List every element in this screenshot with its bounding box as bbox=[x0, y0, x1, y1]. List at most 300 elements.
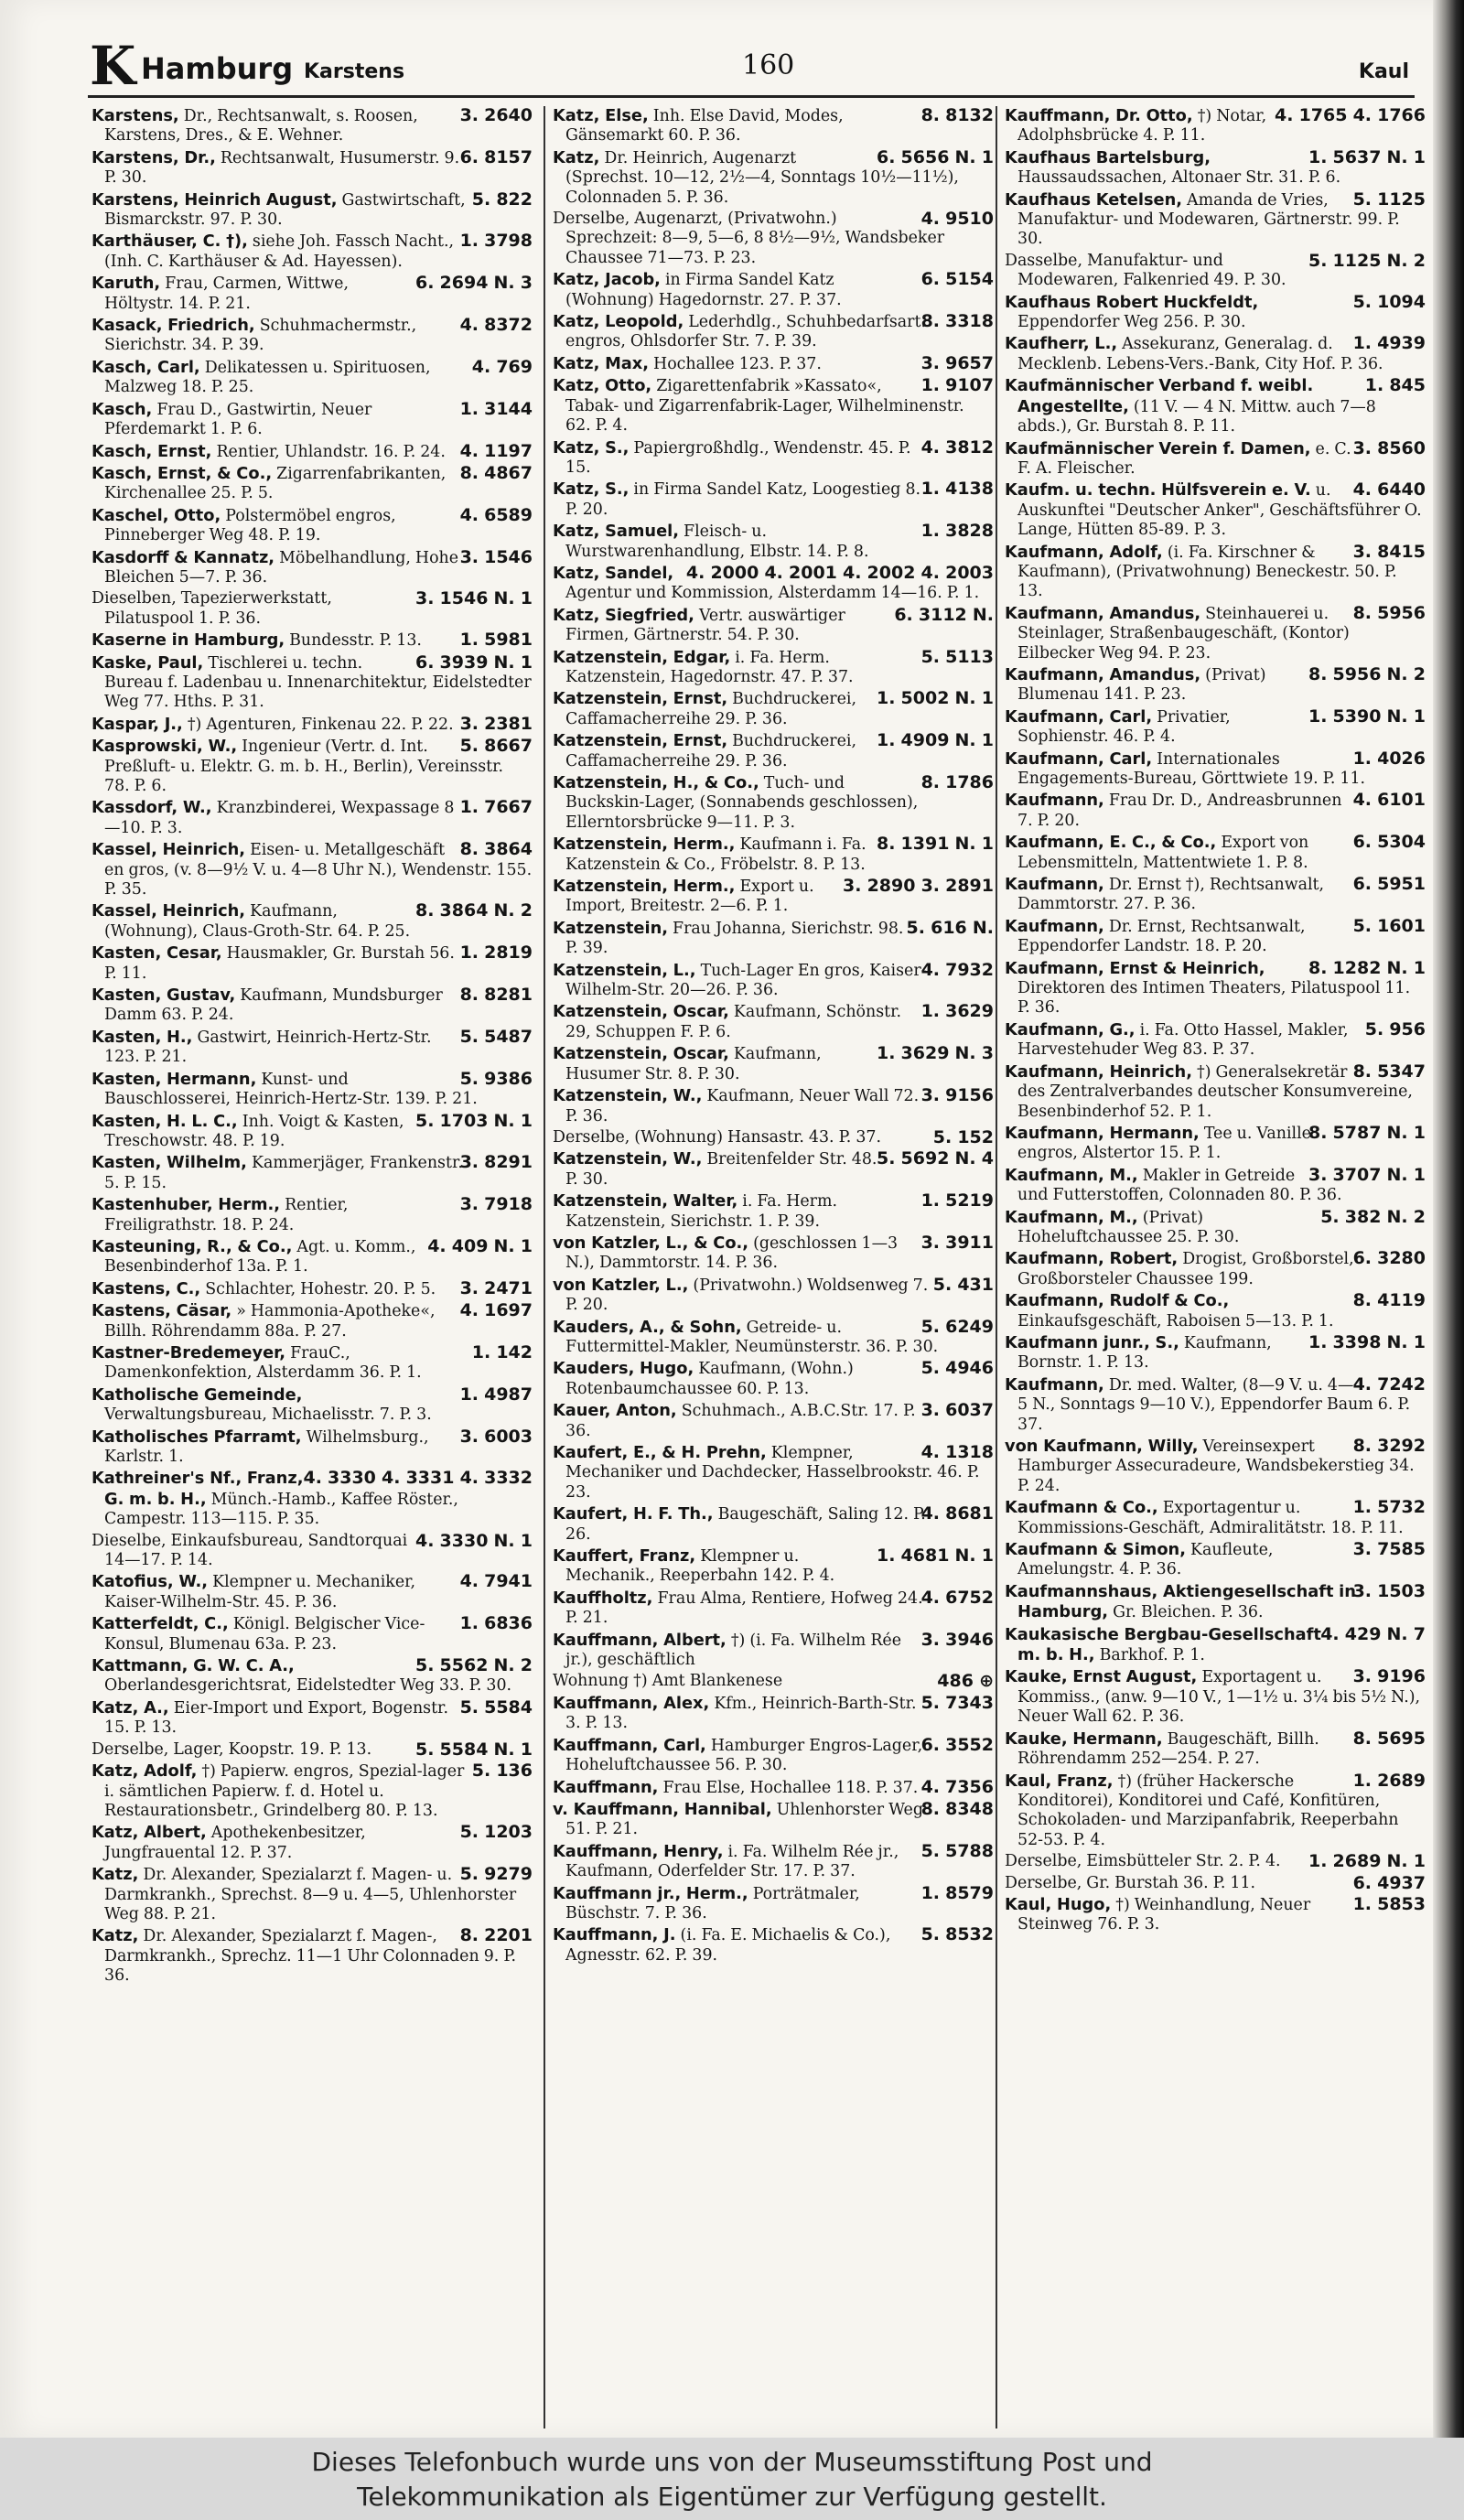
entry-detail: Derselbe, Eimsbütteler Str. 2. P. 4. bbox=[1005, 1852, 1281, 1871]
directory-entry bbox=[553, 1318, 994, 1358]
phone-number: 5. 8532 bbox=[920, 1924, 994, 1945]
entry-name: von Kaufmann, Willy, bbox=[1005, 1437, 1199, 1456]
directory-entry bbox=[553, 522, 994, 562]
phone-number: 3. 8415 bbox=[1352, 541, 1426, 562]
entry-detail: Zigarrenfabrikanten, Kirchenallee 25. P. 5. bbox=[104, 464, 447, 503]
entry-detail: Derselbe, (Wohnung) Hansastr. 43. P. 37. bbox=[553, 1127, 881, 1147]
entry-detail: Wohnung †) Amt Blankenese bbox=[553, 1672, 783, 1691]
entry-detail: Möbelhandlung, Hohe Bleichen 5—7. P. 36. bbox=[104, 548, 459, 587]
entry-detail: †) Agenturen, Finkenau 22. P. 22. bbox=[187, 715, 454, 734]
entry-name: Katz, Else, bbox=[553, 106, 649, 125]
entry-name: Katzenstein, Oscar, bbox=[553, 1044, 729, 1064]
entry-name: Katz, Sandel, bbox=[553, 563, 674, 583]
directory-entry bbox=[92, 1427, 533, 1468]
entry-name: Kasch, Ernst, bbox=[92, 441, 212, 461]
entry-detail: Frau Alma, Rentiere, Hofweg 24. P. 21. bbox=[565, 1588, 923, 1628]
directory-entry bbox=[92, 840, 533, 899]
entry-detail: » Hammonia-Apotheke«, Billh. Röhrendamm 88a. P. 27. bbox=[104, 1302, 436, 1341]
entry-name: Kauer, Anton, bbox=[553, 1401, 677, 1421]
directory-entry bbox=[1005, 148, 1426, 188]
entry-detail: in Firma Sandel Katz, Loogestieg 8. P. 20. bbox=[565, 480, 921, 519]
entry-name: Kauffmann, J. bbox=[553, 1925, 676, 1945]
entry-detail: Lederhdlg., Schuhbedarfsart. engros, Ohlsdorfer Str. 7. P. 39. bbox=[565, 313, 926, 351]
phone-number: 4. 7356 bbox=[920, 1776, 994, 1797]
phone-number: 6. 5951 bbox=[1352, 874, 1426, 895]
entry-detail: Dieselben, Tapezierwerkstatt, Pilatuspool 1. P. 36. bbox=[92, 589, 332, 628]
entry-name: Kathreiner's Nf., Franz, G. m. b. H., bbox=[92, 1469, 304, 1509]
phone-number: 3. 1503 bbox=[1352, 1580, 1426, 1601]
phone-number: 4. 429 N. 7 bbox=[1320, 1623, 1426, 1644]
entry-name: v. Kauffmann, Hannibal, bbox=[553, 1799, 772, 1819]
phone-number: 1. 845 bbox=[1364, 375, 1426, 396]
entry-detail: Tee u. Vanille engros, Alstertor 15. P. 1. bbox=[1017, 1124, 1311, 1163]
directory-entry bbox=[92, 1343, 533, 1384]
directory-entry bbox=[553, 312, 994, 352]
directory-entry bbox=[553, 961, 994, 1001]
directory-entry bbox=[1005, 1020, 1426, 1061]
entry-detail: Wilhelmsburg., Karlstr. 1. bbox=[104, 1427, 429, 1466]
entry-detail: Kaufmann, Mundsburger Damm 63. P. 24. bbox=[104, 986, 443, 1025]
directory-entry bbox=[92, 1740, 533, 1760]
directory-entry bbox=[1005, 833, 1426, 873]
entry-detail: Rechtsanwalt, Husumerstr. 9. P. 30. bbox=[104, 148, 460, 188]
entry-name: Kaufmann, bbox=[1005, 875, 1104, 895]
entry-detail: †) Notar, Adolphsbrücke 4. P. 11. bbox=[1017, 107, 1267, 145]
first-entry-guide: Karstens bbox=[304, 60, 405, 83]
phone-number: 5. 382 N. 2 bbox=[1320, 1206, 1426, 1227]
entry-detail: Inh. Voigt & Kasten, Treschowstr. 48. P. 19. bbox=[104, 1112, 404, 1150]
directory-entry bbox=[1005, 190, 1426, 250]
directory-entry bbox=[92, 589, 533, 629]
phone-number: 1. 4681 N. 1 bbox=[876, 1545, 994, 1567]
phone-number: 4. 7941 bbox=[459, 1571, 533, 1592]
entry-name: Kaufmann & Co., bbox=[1005, 1498, 1158, 1518]
directory-entry bbox=[553, 1191, 994, 1232]
phone-number: 1. 2689 bbox=[1352, 1770, 1426, 1791]
entry-name: Kastner-Bredemeyer, bbox=[92, 1342, 286, 1362]
phone-number: 6. 3112 N. bbox=[894, 604, 994, 625]
entry-name: Katzenstein, W., bbox=[553, 1086, 703, 1106]
phone-number: 4. 6101 bbox=[1352, 790, 1426, 811]
phone-number: 8. 8132 bbox=[920, 106, 994, 125]
entry-detail: (geschlossen 1—3 N.), Dammtorstr. 14. P. 36. bbox=[565, 1233, 899, 1273]
directory-entry bbox=[1005, 1249, 1426, 1289]
entry-detail: siehe Joh. Fassch Nacht., (Inh. C. Karthäuser & Ad. Hayessen). bbox=[104, 232, 455, 271]
entry-name: Kasch, Carl, bbox=[92, 357, 200, 377]
directory-entry bbox=[92, 1572, 533, 1612]
entry-detail: Barkhof. P. 1. bbox=[1099, 1646, 1205, 1665]
phone-number: 5. 9386 bbox=[459, 1068, 533, 1089]
entry-detail: Apothekenbesitzer, Jungfrauental 12. P. 37. bbox=[104, 1824, 366, 1862]
entry-name: Kaufmann, Amandus, bbox=[1005, 603, 1201, 623]
phone-number: 6. 5656 N. 1 bbox=[876, 146, 994, 167]
phone-number: 5. 431 bbox=[932, 1274, 994, 1295]
entry-name: Kauke, Ernst August, bbox=[1005, 1667, 1198, 1687]
phone-number: 5. 8667 bbox=[459, 736, 533, 757]
directory-entry bbox=[92, 400, 533, 440]
phone-number: 5. 152 bbox=[932, 1126, 994, 1147]
entry-detail: Dr. Alexander, Spezialarzt f. Magen- u. Darmkrankh., Sprechst. 8—9 u. 4—5, Uhlenhorster Weg 88. P. 21. bbox=[104, 1866, 517, 1923]
entry-detail: Frau Johanna, Sierichstr. 98. P. 39. bbox=[565, 919, 904, 958]
entry-detail: (11 V. — 4 N. Mittw. auch 7—8 abds.), Gr. Burstah 8. P. 11. bbox=[1017, 397, 1376, 436]
entry-name: Kaske, Paul, bbox=[92, 652, 204, 673]
directory-entry bbox=[92, 737, 533, 796]
directory-entry bbox=[553, 1359, 994, 1399]
directory-entry bbox=[1005, 480, 1426, 540]
entry-detail: Schuhmachermstr., Sierichstr. 34. P. 39. bbox=[104, 317, 417, 355]
phone-number: 4. 3330 4. 3331 4. 3332 bbox=[303, 1468, 533, 1489]
phone-number: 1. 3798 bbox=[459, 231, 533, 252]
directory-entry bbox=[1005, 1540, 1426, 1580]
phone-number: 5. 822 bbox=[471, 188, 533, 210]
phone-number: 1. 4138 bbox=[920, 479, 994, 500]
entry-detail: Frau Else, Hochallee 118. P. 37. bbox=[662, 1778, 919, 1797]
phone-number: 4. 6752 bbox=[920, 1587, 994, 1608]
entry-detail: Export von Lebensmitteln, Mattentwiete 1. P. 8. bbox=[1017, 834, 1309, 872]
entry-name: Katzenstein, Edgar, bbox=[553, 647, 731, 667]
entry-name: Katz, A., bbox=[92, 1697, 169, 1718]
entry-name: Kauffmann, bbox=[553, 1777, 659, 1797]
phone-number: 3. 6037 bbox=[920, 1400, 994, 1421]
phone-number: 1. 5853 bbox=[1352, 1893, 1426, 1914]
phone-number: 8. 5956 N. 2 bbox=[1308, 663, 1426, 684]
entry-detail: Steinhauerei u. Steinlager, Straßenbaugeschäft, (Kontor) Eilbecker Weg 94. P. 23. bbox=[1017, 604, 1350, 662]
entry-detail: Kaufmann, Bornstr. 1. P. 13. bbox=[1017, 1333, 1272, 1373]
entry-detail: Dr. Alexander, Spezialarzt f. Magen-, Darmkrankh., Sprechz. 11—1 Uhr Colonnaden 9. P. 36. bbox=[104, 1927, 517, 1986]
directory-entry bbox=[1005, 1895, 1426, 1935]
entry-detail: †) Generalsekretär des Zentralverbandes deutscher Konsumvereine, Besenbinderhof 52. P. 1. bbox=[1017, 1062, 1413, 1121]
directory-entry bbox=[92, 985, 533, 1026]
phone-number: 8. 3292 bbox=[1352, 1436, 1426, 1456]
entry-detail: Tuch-Lager En gros, Kaiser-Wilhelm-Str. 20—26. P. 36. bbox=[565, 961, 927, 1000]
book-binding-edge bbox=[1433, 0, 1464, 2438]
phone-number: 8. 5787 N. 1 bbox=[1308, 1122, 1426, 1143]
phone-number: 5. 4946 bbox=[920, 1358, 994, 1379]
entry-detail: Kaufmann, Schönstr. 29, Schuppen F. P. 6. bbox=[565, 1003, 902, 1041]
phone-number: 8. 4119 bbox=[1352, 1290, 1426, 1311]
directory-entry bbox=[92, 1028, 533, 1068]
entry-name: Kaufmann, Carl, bbox=[1005, 706, 1153, 727]
entry-name: Kauke, Hermann, bbox=[1005, 1728, 1163, 1749]
entry-name: Kassdorf, W., bbox=[92, 798, 212, 818]
directory-entry bbox=[553, 689, 994, 729]
phone-number: 5. 136 bbox=[471, 1761, 533, 1782]
entry-detail: Oberlandesgerichtsrat, Eidelstedter Weg 33. P. 30. bbox=[104, 1676, 512, 1696]
phone-number: 5. 1125 bbox=[1352, 188, 1426, 210]
directory-entry bbox=[1005, 917, 1426, 957]
footer-line-1: Dieses Telefonbuch wurde uns von der Museumsstiftung Post und bbox=[311, 2447, 1153, 2477]
entry-name: Kaserne in Hamburg, bbox=[92, 630, 285, 651]
entry-name: Katzenstein, bbox=[553, 918, 668, 938]
phone-number: 1. 5981 bbox=[459, 630, 533, 651]
entry-name: Kasten, Gustav, bbox=[92, 985, 236, 1006]
directory-entry bbox=[92, 1469, 533, 1529]
phone-number: 3. 9156 bbox=[920, 1085, 994, 1106]
entry-name: Karstens, bbox=[92, 106, 179, 125]
directory-entry bbox=[1005, 604, 1426, 663]
entry-detail: Papiergroßhdlg., Wendenstr. 45. P. 15. bbox=[565, 438, 911, 477]
entry-name: Kasch, Ernst, & Co., bbox=[92, 463, 273, 483]
entry-name: Kasprowski, W., bbox=[92, 737, 238, 757]
phone-number: 1. 7667 bbox=[459, 797, 533, 818]
phone-number: 8. 8281 bbox=[459, 985, 533, 1006]
entry-detail: i. Fa. Otto Hassel, Makler, Harvestehuder Weg 83. P. 37. bbox=[1017, 1020, 1349, 1060]
phone-number: 6. 3939 N. 1 bbox=[414, 652, 533, 673]
phone-number: 8. 8348 bbox=[920, 1798, 994, 1819]
phone-number: 6. 2694 N. 3 bbox=[414, 273, 533, 294]
entry-name: Katz, Jacob, bbox=[553, 270, 661, 290]
entry-name: Kauffmann, Dr. Otto, bbox=[1005, 106, 1193, 125]
entry-name: Kaufmann, bbox=[1005, 791, 1104, 811]
phone-number: 5. 5584 N. 1 bbox=[414, 1739, 533, 1760]
entry-detail: Buchdruckerei, Caffamacherreihe 29. P. 36. bbox=[565, 690, 856, 728]
directory-entry bbox=[1005, 1582, 1426, 1623]
directory-entry bbox=[92, 901, 533, 942]
entry-detail: Frau D., Gastwirtin, Neuer Pferdemarkt 1. P. 6. bbox=[104, 400, 372, 439]
entry-detail: Eppendorfer Weg 256. P. 30. bbox=[1017, 313, 1246, 332]
section-letter: K bbox=[90, 35, 136, 97]
directory-entry bbox=[92, 1301, 533, 1341]
phone-number: 4. 1697 bbox=[459, 1300, 533, 1321]
directory-entry bbox=[553, 1443, 994, 1502]
entry-name: Kaufmannshaus, Aktiengesellschaft in Hamburg, bbox=[1005, 1581, 1356, 1622]
entry-name: Katz, S., bbox=[553, 437, 630, 458]
directory-entry bbox=[553, 1925, 994, 1965]
phone-number: 1. 4939 bbox=[1352, 333, 1426, 354]
directory-entry bbox=[1005, 791, 1426, 831]
entry-name: Katz, bbox=[92, 1926, 139, 1946]
phone-number: 5. 5788 bbox=[920, 1840, 994, 1861]
entry-detail: Uhlenhorster Weg 51. P. 21. bbox=[565, 1800, 923, 1839]
entry-name: Katzenstein, Oscar, bbox=[553, 1002, 729, 1022]
directory-entry bbox=[553, 1778, 994, 1798]
entry-name: Kauffmann, Henry, bbox=[553, 1841, 724, 1861]
entry-name: Katzenstein, Walter, bbox=[553, 1191, 738, 1212]
directory-entry bbox=[1005, 959, 1426, 1018]
entry-detail: i. Fa. Wilhelm Rée jr., Kaufmann, Oderfelder Str. 17. P. 37. bbox=[565, 1842, 899, 1881]
directory-entry bbox=[92, 1698, 533, 1739]
page-number: 160 bbox=[742, 49, 795, 81]
directory-entry bbox=[1005, 1498, 1426, 1538]
directory-entry bbox=[553, 1401, 994, 1441]
phone-number: 5. 6249 bbox=[920, 1316, 994, 1337]
entry-name: Katzenstein, Ernst, bbox=[553, 689, 728, 709]
phone-number: 3. 8291 bbox=[459, 1152, 533, 1173]
city-title: Hamburg bbox=[141, 51, 294, 86]
entry-name: Kaufmann, bbox=[1005, 1374, 1104, 1395]
entry-detail: Schlachter, Hohestr. 20. P. 5. bbox=[205, 1279, 436, 1298]
entry-detail: Münch.-Hamb., Kaffee Röster., Campestr. 113—115. P. 35. bbox=[104, 1490, 458, 1529]
directory-entry bbox=[92, 358, 533, 398]
entry-name: Kauffmann, Albert, bbox=[553, 1630, 727, 1650]
entry-detail: Rentier, Freiligrathstr. 18. P. 24. bbox=[104, 1196, 349, 1234]
entry-name: Kaufmann, Rudolf & Co., bbox=[1005, 1291, 1230, 1311]
phone-number: 1. 3629 bbox=[920, 1001, 994, 1022]
directory-entry bbox=[92, 630, 533, 651]
entry-detail: i. Fa. Herm. Katzenstein, Sierichstr. 1. P. 39. bbox=[565, 1192, 837, 1231]
directory-entry bbox=[92, 1865, 533, 1924]
entry-detail: (Privat) Hoheluftchaussee 25. P. 30. bbox=[1017, 1208, 1240, 1246]
entry-detail: Bundesstr. P. 13. bbox=[289, 631, 422, 651]
entry-name: Katz, Albert, bbox=[92, 1823, 207, 1843]
entry-detail: Dr., Rechtsanwalt, s. Roosen, Karstens, Dres., & E. Wehner. bbox=[104, 107, 418, 145]
entry-name: Kaufert, H. F. Th., bbox=[553, 1504, 714, 1524]
entry-name: Katz, Siegfried, bbox=[553, 605, 694, 625]
directory-entry bbox=[92, 506, 533, 546]
phone-number: 5. 9279 bbox=[459, 1864, 533, 1885]
directory-entry bbox=[92, 464, 533, 504]
entry-name: Katzenstein, Ernst, bbox=[553, 731, 728, 751]
entry-detail: Fleisch- u. Wurstwarenhandlung, Elbstr. 14. P. 8. bbox=[565, 522, 869, 561]
entry-detail: Derselbe, Gr. Burstah 36. P. 11. bbox=[1005, 1873, 1256, 1892]
phone-number: 6. 4937 bbox=[1352, 1872, 1426, 1893]
directory-entry bbox=[92, 1112, 533, 1152]
entry-detail: e. C. F. A. Fleischer. bbox=[1017, 439, 1351, 478]
page-header bbox=[88, 33, 1415, 98]
entry-name: Kassel, Heinrich, bbox=[92, 840, 246, 860]
phone-number: 3. 9196 bbox=[1352, 1666, 1426, 1687]
directory-entry bbox=[553, 376, 994, 436]
entry-detail: Dr. Ernst †), Rechtsanwalt, Dammtorstr. 27. P. 36. bbox=[1017, 876, 1325, 914]
directory-entry bbox=[92, 1532, 533, 1571]
phone-number: 4. 7932 bbox=[920, 959, 994, 980]
entry-name: Kasack, Friedrich, bbox=[92, 316, 255, 336]
phone-number: 1. 5637 N. 1 bbox=[1308, 146, 1426, 167]
entry-detail: FrauC., Damenkonfektion, Alsterdamm 36. P. 1. bbox=[104, 1343, 422, 1383]
phone-number: 3. 1546 N. 1 bbox=[414, 588, 533, 609]
entry-detail: Buchdruckerei, Caffamacherreihe 29. P. 36. bbox=[565, 732, 856, 770]
entry-name: Kaufmann, G., bbox=[1005, 1019, 1136, 1039]
phone-number: 3. 2890 3. 2891 bbox=[843, 876, 994, 897]
phone-number: 1. 8579 bbox=[920, 1882, 994, 1903]
entry-detail: Kaufmann, Neuer Wall 72. P. 36. bbox=[565, 1087, 920, 1125]
entry-name: Kaspar, J., bbox=[92, 714, 183, 734]
entry-name: Kauders, A., & Sohn, bbox=[553, 1317, 742, 1337]
directory-entry bbox=[1005, 1062, 1426, 1122]
phone-number: 5. 1703 N. 1 bbox=[414, 1110, 533, 1131]
phone-number: 1. 2689 N. 1 bbox=[1308, 1851, 1426, 1872]
phone-number: 1. 5732 bbox=[1352, 1497, 1426, 1518]
phone-number: 8. 3318 bbox=[920, 311, 994, 332]
entry-name: Kasdorff & Kannatz, bbox=[92, 547, 275, 567]
entry-name: Kattmann, G. W. C. A., bbox=[92, 1656, 295, 1676]
entry-name: Kaufert, E., & H. Prehn, bbox=[553, 1443, 767, 1462]
entry-name: Kaul, Hugo, bbox=[1005, 1894, 1112, 1914]
phone-number: 3. 3911 bbox=[920, 1232, 994, 1253]
phone-number: 3. 8560 bbox=[1352, 437, 1426, 458]
directory-entry bbox=[553, 1276, 994, 1316]
phone-number: 5. 1601 bbox=[1352, 915, 1426, 936]
entry-name: Kaufmann, Heinrich, bbox=[1005, 1061, 1192, 1082]
directory-entry bbox=[1005, 1333, 1426, 1373]
directory-entry bbox=[92, 442, 533, 462]
phone-number: 8. 3864 bbox=[459, 839, 533, 860]
directory-entry bbox=[1005, 1291, 1426, 1331]
directory-entry bbox=[1005, 1667, 1426, 1727]
entry-detail: Exportagentur u. Kommissions-Geschäft, Admiralitätstr. 18. P. 11. bbox=[1017, 1499, 1404, 1537]
phone-number: 5. 5487 bbox=[459, 1026, 533, 1047]
entry-name: Kaufmann, Ernst & Heinrich, bbox=[1005, 958, 1265, 978]
entry-detail: †) Papierw. engros, Spezial-lager i. sämtlichen Papierw. f. d. Hotel u. Restaurationsbetr., Grindelberg 80. P. 13. bbox=[104, 1762, 465, 1820]
entry-detail: u. Auskunftei "Deutscher Anker", Geschäftsführer O. Lange, Hütten 85-89. P. 3. bbox=[1017, 481, 1422, 540]
entry-detail: Königl. Belgischer Vice-Konsul, Blumenau 63a. P. 23. bbox=[104, 1615, 425, 1653]
directory-entry bbox=[92, 943, 533, 984]
directory-entry bbox=[553, 1044, 994, 1084]
entry-detail: Ingenieur (Vertr. d. Int. Preßluft- u. Elektr. G. m. b. H., Berlin), Vereinsstr. 78. P. 6. bbox=[104, 738, 504, 795]
directory-entry bbox=[1005, 106, 1426, 146]
phone-number: 8. 5956 bbox=[1352, 602, 1426, 623]
entry-name: Kassel, Heinrich, bbox=[92, 901, 246, 921]
entry-name: Kasteuning, R., & Co., bbox=[92, 1236, 293, 1256]
phone-number: 6. 3552 bbox=[920, 1734, 994, 1755]
directory-entry bbox=[553, 1631, 994, 1671]
entry-detail: Vertr. auswärtiger Firmen, Gärtnerstr. 54. P. 30. bbox=[565, 606, 845, 645]
directory-entry bbox=[92, 653, 533, 713]
phone-number: 5. 7343 bbox=[920, 1692, 994, 1713]
phone-number: 4. 2000 4. 2001 4. 2002 4. 2003 bbox=[685, 562, 994, 583]
entry-detail: Baugeschäft, Saling 12. P. 26. bbox=[565, 1505, 926, 1544]
entry-name: Kaufmännischer Verband f. weibl. Angestellte, bbox=[1005, 376, 1314, 416]
directory-entry bbox=[1005, 665, 1426, 705]
entry-detail: (Privatwohn.) Woldsenweg 7. P. 20. bbox=[565, 1276, 929, 1315]
entry-name: Kauffert, Franz, bbox=[553, 1546, 696, 1567]
entry-detail: (i. Fa. E. Michaelis & Co.), Agnesstr. 62. P. 39. bbox=[565, 1926, 891, 1965]
entry-name: Kaufmann & Simon, bbox=[1005, 1540, 1186, 1560]
phone-number: 486 ⊕ bbox=[937, 1671, 994, 1692]
entry-name: Katholisches Pfarramt, bbox=[92, 1427, 302, 1447]
directory-entry bbox=[553, 210, 994, 268]
phone-number: 5. 1094 bbox=[1352, 291, 1426, 312]
phone-number: 1. 4026 bbox=[1352, 748, 1426, 769]
directory-entry bbox=[92, 1070, 533, 1110]
phone-number: 4. 6440 bbox=[1352, 479, 1426, 501]
entry-detail: Gastwirtschaft, Bismarckstr. 97. P. 30. bbox=[104, 190, 466, 230]
directory-entry bbox=[1005, 1729, 1426, 1770]
entry-name: Katz, Leopold, bbox=[553, 312, 684, 332]
last-entry-guide: Kaul bbox=[1358, 60, 1409, 83]
entry-detail: Kaufmann, Husumer Str. 8. P. 30. bbox=[565, 1045, 822, 1083]
directory-entry bbox=[553, 919, 994, 959]
entry-name: Karuth, bbox=[92, 274, 161, 294]
entry-detail: Klempner u. Mechaniker, Kaiser-Wilhelm-Str. 45. P. 36. bbox=[104, 1573, 416, 1611]
phone-number: 3. 1546 bbox=[459, 546, 533, 567]
directory-entry bbox=[92, 190, 533, 231]
phone-number: 1. 3828 bbox=[920, 521, 994, 542]
entry-name: Katzenstein, Herm., bbox=[553, 877, 736, 897]
entry-detail: †) (früher Hackersche Konditorei), Konditorei und Café, Konfitüren, Schokoladen- und Marzipanfabrik, Reeperbahn 52-53. P. 4. bbox=[1017, 1772, 1399, 1849]
directory-entry bbox=[553, 1694, 994, 1734]
phone-number: 6. 5154 bbox=[920, 269, 994, 290]
directory-entry bbox=[92, 106, 533, 146]
entry-detail: Hochallee 123. P. 37. bbox=[653, 354, 822, 373]
phone-number: 5. 5584 bbox=[459, 1696, 533, 1718]
directory-entry bbox=[1005, 749, 1426, 790]
entry-detail: Dieselbe, Einkaufsbureau, Sandtorquai 14—17. P. 14. bbox=[92, 1531, 408, 1570]
phone-number: 3. 7918 bbox=[459, 1194, 533, 1215]
directory-entry bbox=[92, 1761, 533, 1821]
entry-name: Katzenstein, H., & Co., bbox=[553, 773, 759, 792]
phone-number: 4. 3812 bbox=[920, 436, 994, 458]
entry-name: Karstens, Dr., bbox=[92, 147, 216, 167]
entry-detail: Kammerjäger, Frankenstr. 5. P. 15. bbox=[104, 1154, 463, 1192]
entry-name: Kauffmann jr., Herm., bbox=[553, 1883, 748, 1903]
entry-detail: Vereinsexpert Hamburger Assecuradeure, Wandsbekerstieg 34. P. 24. bbox=[1017, 1438, 1415, 1495]
listing-column-2 bbox=[544, 106, 994, 2428]
directory-entry bbox=[92, 1153, 533, 1193]
directory-entry bbox=[1005, 1375, 1426, 1435]
entry-name: Katofius, W., bbox=[92, 1572, 209, 1592]
directory-entry bbox=[553, 1086, 994, 1126]
